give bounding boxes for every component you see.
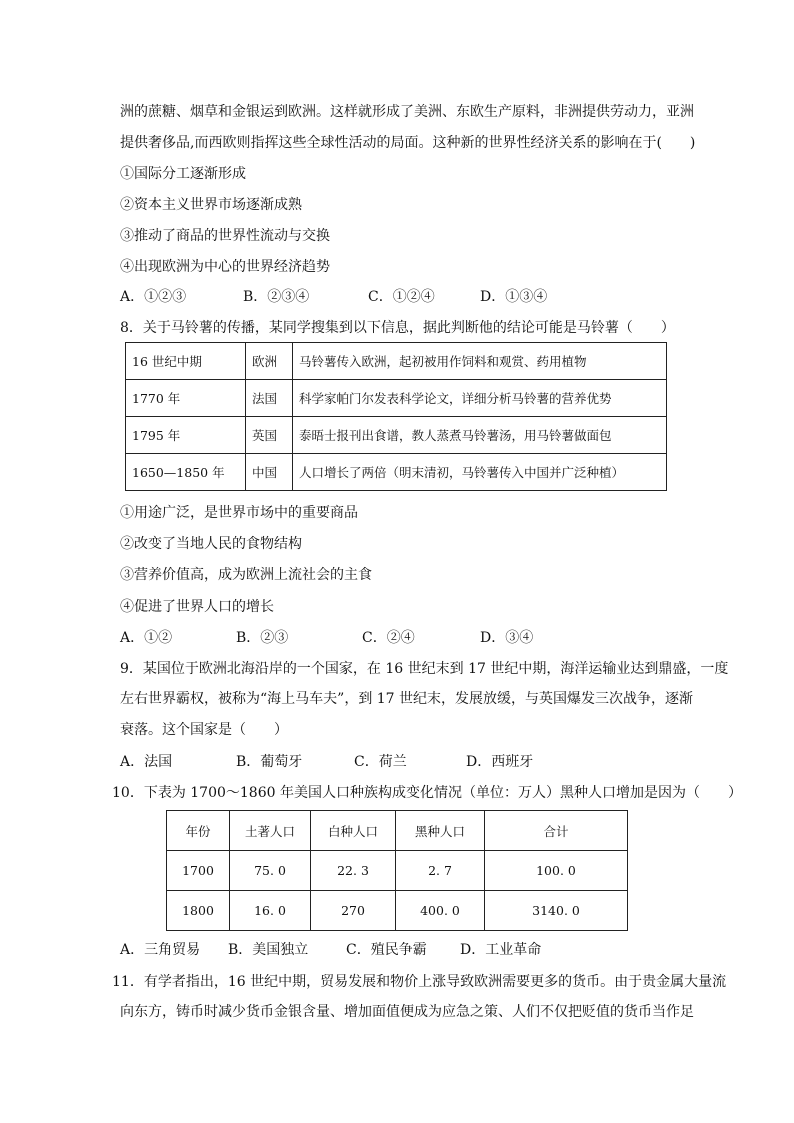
q10-table [166,810,628,931]
q9-option-d: D．西班牙 [466,754,534,770]
q9-option-a: A．法国 [120,754,173,770]
table-header-cell: 黑种人口 [396,811,485,851]
table-cell: 1650—1850 年 [126,454,246,491]
q7-option-a: A．①②③ [120,289,187,305]
table-header-cell: 年份 [167,811,230,851]
table-cell: 人口增长了两倍（明末清初，马铃薯传入中国并广泛种植） [293,454,667,491]
q9-text-line-3: 衰落。这个国家是（ ） [120,722,288,738]
q8-item-3: ③营养价值高，成为欧洲上流社会的主食 [120,567,372,583]
table-cell: 1700 [167,851,230,891]
q7-item-1: ①国际分工逐渐形成 [120,166,246,182]
q8-option-c: C．②④ [362,630,415,646]
q9-text-line-1: 9．某国位于欧洲北海沿岸的一个国家，在 16 世纪末到 17 世纪中期，海洋运输业达到鼎盛，一度 [120,661,729,677]
q10-option-d: D．工业革命 [460,942,542,958]
table-row [167,891,628,931]
q10-option-a: A．三角贸易 [120,942,201,958]
table-header-cell: 土著人口 [230,811,311,851]
q7-option-d: D．①③④ [480,289,548,305]
table-cell: 16. 0 [230,891,311,931]
table-header-row [167,811,628,851]
table-header-cell: 白种人口 [311,811,396,851]
table-cell: 100. 0 [485,851,628,891]
table-cell: 400. 0 [396,891,485,931]
table-cell: 泰晤士报刊出食谱，教人蒸煮马铃薯汤，用马铃薯做面包 [293,417,667,454]
table-cell: 中国 [246,454,293,491]
q8-table [125,342,667,491]
q7-option-b: B．②③④ [243,289,310,305]
table-cell: 法国 [246,380,293,417]
q8-option-a: A．①② [120,630,173,646]
q7-text-line-1: 洲的蔗糖、烟草和金银运到欧洲。这样就形成了美洲、东欧生产原料，非洲提供劳动力，亚洲 [120,104,694,120]
q9-option-b: B．葡萄牙 [236,754,303,770]
q9-text-line-2: 左右世界霸权，被称为“海上马车夫”，到 17 世纪末，发展放缓，与英国爆发三次战争，逐渐 [120,691,694,707]
q10-option-c: C．殖民争霸 [346,942,427,958]
q7-item-4: ④出现欧洲为中心的世界经济趋势 [120,259,330,275]
q11-text-line-2: 向东方，铸币时减少货币金银含量、增加面值便成为应急之策、人们不仅把贬值的货币当作足 [120,1004,694,1020]
table-cell: 1770 年 [126,380,246,417]
q7-item-3: ③推动了商品的世界性流动与交换 [120,228,330,244]
q10-option-b: B．美国独立 [228,942,309,958]
table-cell: 75. 0 [230,851,311,891]
table-cell: 马铃薯传入欧洲，起初被用作饲料和观赏、药用植物 [293,343,667,380]
table-cell: 2. 7 [396,851,485,891]
table-row [126,343,667,380]
q8-item-4: ④促进了世界人口的增长 [120,599,274,615]
table-header-cell: 合计 [485,811,628,851]
table-cell: 1800 [167,891,230,931]
table-row [126,417,667,454]
q8-item-2: ②改变了当地人民的食物结构 [120,536,302,552]
q8-option-b: B．②③ [236,630,289,646]
q8-stem: 8．关于马铃薯的传播，某同学搜集到以下信息，据此判断他的结论可能是马铃薯（ ） [120,320,675,336]
q10-stem: 10．下表为 1700～1860 年美国人口种族构成变化情况（单位：万人）黑种人口增加是因为（ ） [112,785,742,801]
table-cell: 22. 3 [311,851,396,891]
q8-option-d: D．③④ [480,630,534,646]
table-cell: 270 [311,891,396,931]
table-cell: 1795 年 [126,417,246,454]
table-row [167,851,628,891]
table-cell: 欧洲 [246,343,293,380]
table-cell: 16 世纪中期 [126,343,246,380]
q7-option-c: C．①②④ [368,289,435,305]
table-row [126,380,667,417]
q11-text-line-1: 11．有学者指出，16 世纪中期，贸易发展和物价上涨导致欧洲需要更多的货币。由于贵金属大量流 [112,974,727,990]
q7-item-2: ②资本主义世界市场逐渐成熟 [120,197,302,213]
q8-item-1: ①用途广泛，是世界市场中的重要商品 [120,505,358,521]
q9-option-c: C．荷兰 [354,754,407,770]
table-cell: 英国 [246,417,293,454]
table-cell: 科学家帕门尔发表科学论文，详细分析马铃薯的营养优势 [293,380,667,417]
q7-text-line-2: 提供奢侈品,而西欧则指挥这些全球性活动的局面。这种新的世界性经济关系的影响在于( ) [120,135,696,151]
table-cell: 3140. 0 [485,891,628,931]
table-row [126,454,667,491]
